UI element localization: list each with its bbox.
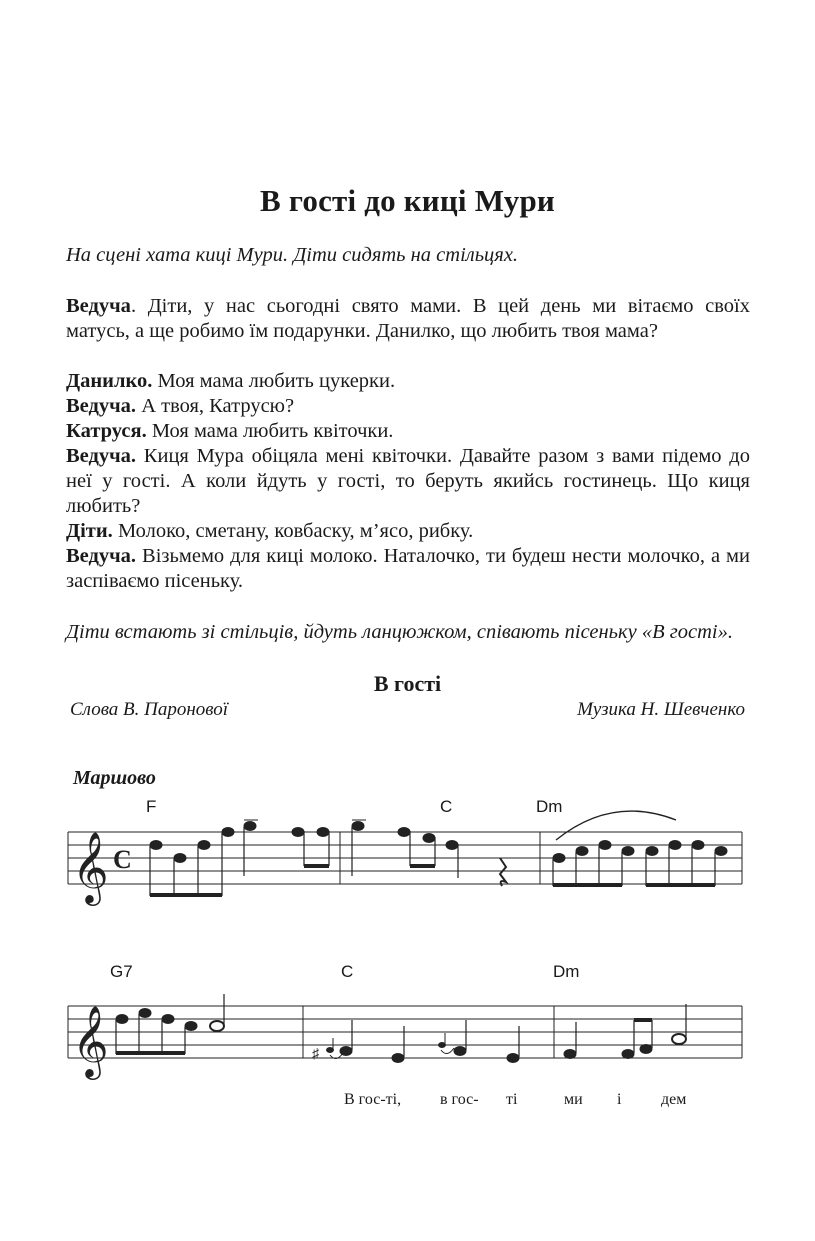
speaker-name: Ведуча. (66, 445, 137, 467)
lyric-syllable: В гос-ті, (344, 1091, 402, 1108)
dialogue-text: Візьмемо для киці молоко. Наталочко, ти будеш нести молочко, а ми заспіваємо пісеньку. (66, 545, 750, 592)
chord-symbol: C (341, 962, 354, 981)
lyric-syllable: ті (506, 1091, 518, 1108)
speaker-name: Ведуча. (66, 395, 137, 417)
chord-symbol: C (440, 797, 453, 816)
dialogue-text: А твоя, Катрусю? (136, 395, 295, 417)
lyrics-credit: Слова В. Паронової (70, 699, 229, 720)
dialogue-text: Молоко, сметану, ковбаску, м’ясо, рибку. (112, 520, 474, 542)
dialogue-text: . Діти, у нас сьогодні свято мами. В цей день ми вітаємо своїх (130, 295, 750, 317)
stage-direction: Діти встають зі стільців, йдуть ланцюжком, співають пісеньку «В гості». (66, 621, 733, 643)
stage-direction: На сцені хата киці Мури. Діти сидять на стільцях. (66, 244, 519, 266)
notes-line-1 (150, 811, 727, 896)
speaker-name: Катруся. (66, 420, 147, 442)
treble-clef-icon: 𝄞 (72, 1004, 109, 1077)
tempo-marking: Маршово (73, 767, 156, 789)
chord-symbol: F (146, 797, 157, 816)
page-title: В гості до киці Мури (260, 183, 555, 218)
staff-lines-1 (68, 832, 742, 884)
speaker-name: Данилко. (66, 370, 153, 392)
notes-line-2 (116, 994, 686, 1063)
chord-symbol: Dm (536, 797, 563, 816)
lyric-syllable: дем (661, 1091, 687, 1108)
dialogue-line: матусь, а ще робимо їм подарунки. Данилко, що любить твоя мама? (66, 320, 658, 342)
dialogue-text: Моя мама любить цукерки. (152, 370, 396, 392)
dialogue-text: Моя мама любить квіточки. (146, 420, 394, 442)
music-credit: Музика Н. Шевченко (577, 699, 745, 720)
lyric-syllable: в гос- (440, 1091, 479, 1108)
svg-text:♯: ♯ (312, 1047, 319, 1062)
treble-clef-icon: 𝄞 (72, 830, 109, 903)
dialogue-text: Киця Мура обіцяла мені квіточки. Давайте разом з вами підемо до неї у гості. А коли йдуть у гості, то беруть якийсь гостинець. Що киця любить? (66, 445, 750, 517)
song-title: В гості (373, 671, 442, 696)
chord-symbol: G7 (110, 962, 133, 981)
chord-symbol: Dm (553, 962, 580, 981)
speaker-name: Ведуча. (66, 545, 137, 567)
speaker-name: Діти. (66, 520, 113, 542)
lyric-syllable: ми (564, 1091, 583, 1108)
speaker-name: Ведуча (66, 295, 131, 317)
time-signature: C (113, 845, 132, 874)
lyric-syllable: і (617, 1091, 622, 1108)
